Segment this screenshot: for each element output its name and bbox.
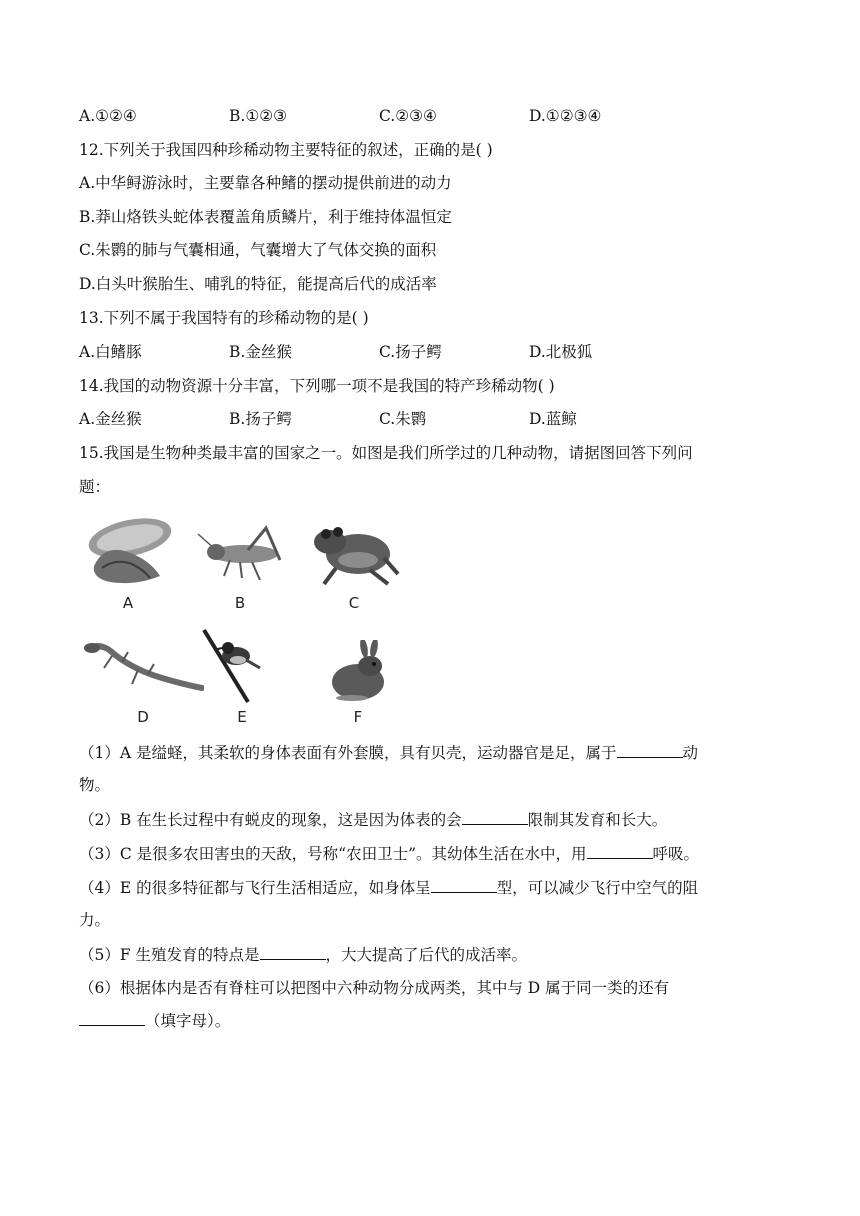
q11-option-d: D.①②③④ [529, 107, 602, 125]
razor-clam-icon [80, 508, 176, 588]
q15-sub1-text: （1）A 是缢蛏，其柔软的身体表面有外套膜，具有贝壳，运动器官是足，属于 [79, 744, 617, 762]
q15-sub4-line2: 力。 [79, 911, 111, 929]
q15-sub6-line2 [79, 1010, 230, 1032]
q14-option-b: B.扬子鳄 [229, 410, 292, 428]
q14-stem: 14.我国的动物资源十分丰富，下列哪一项不是我国的特产珍稀动物( ) [79, 377, 555, 395]
q15-sub5-text: （5）F 生殖发育的特点是 [79, 946, 260, 964]
q14-option-a: A.金丝猴 [79, 410, 142, 428]
q13-option-b: B.金丝猴 [229, 343, 292, 361]
q15-stem-line1: 15.我国是生物种类最丰富的国家之一。如图是我们所学过的几种动物，请据图回答下列问 [79, 444, 693, 462]
q15-sub2-text: （2）B 在生长过程中有蜕皮的现象，这是因为体表的会 [79, 811, 462, 829]
q13-stem: 13.下列不属于我国特有的珍稀动物的是( ) [79, 309, 369, 327]
q12-option-b: B.莽山烙铁头蛇体表覆盖角质鳞片，利于维持体温恒定 [79, 208, 452, 226]
q13-option-c: C.扬子鳄 [379, 343, 442, 361]
figure-label-b: B [234, 594, 246, 612]
figure-d-lizard [82, 630, 204, 730]
figure-b-grasshopper [190, 520, 290, 616]
q15-sub1-tail: 动 [682, 744, 699, 762]
figure-label-a: A [122, 594, 134, 612]
q13-option-d: D.北极狐 [529, 343, 593, 361]
q14-option-d: D.蓝鲸 [529, 410, 577, 428]
figure-label-f: F [353, 708, 363, 726]
grasshopper-icon [190, 520, 290, 588]
q12-option-c: C.朱鹮的肺与气囊相通，气囊增大了气体交换的面积 [79, 241, 437, 259]
figure-f-rabbit [318, 640, 398, 730]
answer-blank-5[interactable] [260, 944, 326, 960]
q12-stem: 12.下列关于我国四种珍稀动物主要特征的叙述，正确的是( ) [79, 141, 493, 159]
q11-option-b: B.①②③ [229, 107, 288, 125]
q15-sub4-text: （4）E 的很多特征都与飞行生活相适应，如身体呈 [79, 879, 431, 897]
rabbit-icon [318, 640, 398, 704]
q15-sub4-line1 [79, 877, 698, 899]
q15-sub2 [79, 809, 667, 831]
frog-icon [306, 514, 402, 588]
q12-option-a: A.中华鲟游泳时，主要靠各种鳍的摆动提供前进的动力 [79, 174, 452, 192]
q11-options [79, 105, 779, 127]
figure-c-frog [306, 514, 402, 616]
q11-option-c: C.②③④ [379, 107, 437, 125]
q15-sub2-tail: 限制其发育和长大。 [527, 811, 668, 829]
figure-label-d: D [137, 708, 149, 726]
q15-sub3-text: （3）C 是很多农田害虫的天敌，号称“农田卫士”。其幼体生活在水中，用 [79, 845, 587, 863]
answer-blank-6[interactable] [79, 1010, 145, 1026]
q15-sub6-tail: （填字母）。 [145, 1012, 231, 1030]
lizard-icon [82, 630, 204, 702]
q14-option-c: C.朱鹮 [379, 410, 427, 428]
answer-blank-3[interactable] [587, 843, 653, 859]
q13-options [79, 341, 779, 363]
bird-icon [200, 628, 284, 704]
figure-label-c: C [348, 594, 360, 612]
q15-sub4-tail: 型，可以减少飞行中空气的阻 [496, 879, 699, 897]
q15-sub1-line2: 物。 [79, 776, 111, 794]
answer-blank-4[interactable] [431, 877, 497, 893]
q15-stem-line2: 题： [79, 478, 111, 496]
q15-sub1-line1 [79, 742, 698, 764]
answer-blank-2[interactable] [462, 809, 528, 825]
q15-sub5 [79, 944, 527, 966]
q13-option-a: A.白鳍豚 [79, 343, 142, 361]
q11-option-a: A.①②④ [79, 107, 137, 125]
q12-option-d: D.白头叶猴胎生、哺乳的特征，能提高后代的成活率 [79, 275, 437, 293]
q15-sub5-tail: ，大大提高了后代的成活率。 [325, 946, 528, 964]
figure-a-razor-clam [80, 508, 176, 616]
q15-sub3-tail: 呼吸。 [652, 845, 700, 863]
q14-options [79, 408, 779, 430]
q15-sub6-line1: （6）根据体内是否有脊柱可以把图中六种动物分成两类，其中与 D 属于同一类的还有 [79, 979, 670, 997]
answer-blank-1[interactable] [617, 742, 683, 758]
figure-e-bird [200, 628, 284, 730]
figure-label-e: E [237, 708, 247, 726]
q15-sub3 [79, 843, 699, 865]
